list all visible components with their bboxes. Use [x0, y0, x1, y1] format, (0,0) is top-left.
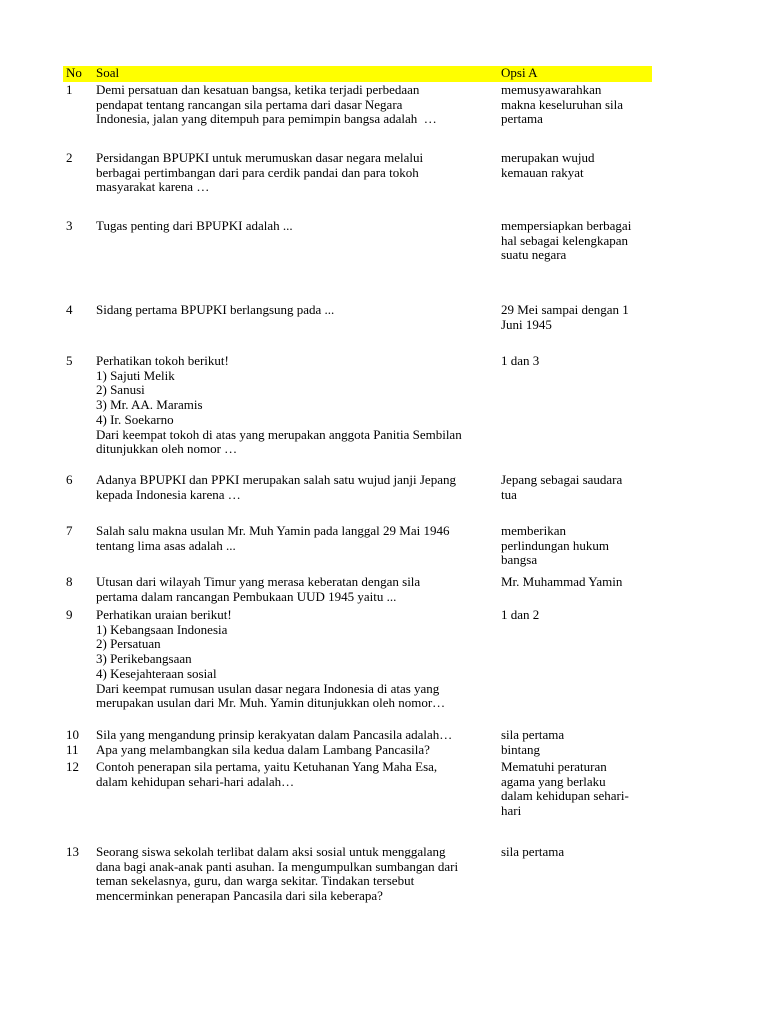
question-line: berbagai pertimbangan dari para cerdik pandai dan para tokoh: [96, 164, 419, 180]
option-a-line: Mr. Muhammad Yamin: [501, 574, 623, 589]
question-cell[interactable]: [96, 83, 501, 127]
question-line: dalam kehidupan sehari-hari adalah…: [96, 773, 295, 789]
option-a-line: perlindungan hukum: [501, 537, 609, 553]
option-a-cell[interactable]: [501, 303, 649, 332]
question-line: Indonesia, jalan yang ditempuh para pemimpin bangsa adalah …: [96, 111, 437, 127]
option-a-line: agama yang berlaku: [501, 773, 606, 789]
question-line: Adanya BPUPKI dan PPKI merupakan salah satu wujud janji Jepang: [96, 472, 456, 487]
option-a-line: hal sebagai kelengkapan: [501, 232, 629, 248]
question-line: Sidang pertama BPUPKI berlangsung pada ...: [96, 302, 335, 317]
option-a-cell[interactable]: [501, 151, 649, 180]
row-number-cell[interactable]: 12: [66, 759, 79, 774]
header-opsi-a[interactable]: Opsi A: [501, 65, 538, 80]
question-cell[interactable]: [96, 575, 501, 604]
question-line: pendapat tentang rancangan sila pertama dari dasar Negara: [96, 96, 403, 112]
option-a-cell[interactable]: [501, 473, 649, 502]
question-line: teman sekelasnya, guru, dan warga sekitar. Tindakan tersebut: [96, 873, 415, 889]
question-line: Tugas penting dari BPUPKI adalah ...: [96, 218, 293, 233]
question-cell[interactable]: [96, 303, 501, 318]
option-a-line: kemauan rakyat: [501, 164, 584, 180]
option-a-line: makna keseluruhan sila: [501, 96, 624, 112]
header-no[interactable]: No: [66, 65, 82, 80]
option-a-cell[interactable]: [501, 845, 649, 860]
question-line: pertama dalam rancangan Pembukaan UUD 1945 yaitu ...: [96, 588, 397, 604]
option-a-line: bintang: [501, 742, 540, 757]
question-cell[interactable]: [96, 354, 501, 457]
option-a-line: Jepang sebagai saudara: [501, 472, 623, 487]
option-a-cell[interactable]: [501, 219, 649, 263]
option-a-line: dalam kehidupan sehari-: [501, 788, 629, 804]
question-line: tentang lima asas adalah ...: [96, 537, 236, 553]
question-line: 1) Sajuti Melik: [96, 367, 175, 383]
question-line: 4) Ir. Soekarno: [96, 411, 174, 427]
option-a-line: merupakan wujud: [501, 150, 595, 165]
option-a-cell[interactable]: [501, 524, 649, 568]
option-a-cell[interactable]: [501, 575, 649, 590]
question-line: ditunjukkan oleh nomor …: [96, 441, 238, 457]
header-row: [63, 66, 652, 82]
option-a-cell[interactable]: [501, 743, 649, 758]
question-line: kepada Indonesia karena …: [96, 486, 241, 502]
question-cell[interactable]: [96, 760, 501, 789]
question-cell[interactable]: [96, 728, 501, 743]
option-a-line: suatu negara: [501, 247, 567, 263]
question-line: masyarakat karena …: [96, 179, 210, 195]
option-a-cell[interactable]: [501, 760, 649, 819]
row-number-cell[interactable]: 9: [66, 607, 73, 622]
option-a-cell[interactable]: [501, 608, 649, 623]
question-cell[interactable]: [96, 151, 501, 195]
option-a-cell[interactable]: [501, 728, 649, 743]
question-line: Demi persatuan dan kesatuan bangsa, ketika terjadi perbedaan: [96, 82, 420, 97]
option-a-line: hari: [501, 803, 522, 819]
row-number-cell[interactable]: 3: [66, 218, 73, 233]
option-a-line: 1 dan 2: [501, 607, 540, 622]
row-number-cell[interactable]: 2: [66, 150, 73, 165]
question-cell[interactable]: [96, 608, 501, 711]
option-a-line: tua: [501, 486, 517, 502]
question-line: Salah salu makna usulan Mr. Muh Yamin pada langgal 29 Mai 1946: [96, 523, 450, 538]
option-a-line: Mematuhi peraturan: [501, 759, 607, 774]
question-cell[interactable]: [96, 743, 501, 758]
question-line: Persidangan BPUPKI untuk merumuskan dasar negara melalui: [96, 150, 424, 165]
option-a-line: sila pertama: [501, 727, 565, 742]
row-number-cell[interactable]: 6: [66, 472, 73, 487]
question-line: 4) Kesejahteraan sosial: [96, 665, 217, 681]
question-line: Apa yang melambangkan sila kedua dalam Lambang Pancasila?: [96, 742, 430, 757]
question-line: mencerminkan penerapan Pancasila dari sila keberapa?: [96, 888, 383, 904]
question-line: Dari keempat rumusan usulan dasar negara Indonesia di atas yang: [96, 680, 440, 696]
row-number-cell[interactable]: 13: [66, 844, 79, 859]
question-line: Dari keempat tokoh di atas yang merupakan anggota Panitia Sembilan: [96, 426, 462, 442]
question-line: merupakan usulan dari Mr. Muh. Yamin ditunjukkan oleh nomor…: [96, 695, 446, 711]
option-a-line: 29 Mei sampai dengan 1: [501, 302, 629, 317]
row-number-cell[interactable]: 11: [66, 742, 79, 757]
option-a-line: bangsa: [501, 552, 538, 568]
question-line: Sila yang mengandung prinsip kerakyatan dalam Pancasila adalah…: [96, 727, 453, 742]
question-line: Contoh penerapan sila pertama, yaitu Ketuhanan Yang Maha Esa,: [96, 759, 438, 774]
row-number-cell[interactable]: 8: [66, 574, 73, 589]
option-a-line: memberikan: [501, 523, 566, 538]
header-soal[interactable]: Soal: [96, 65, 120, 80]
option-a-line: Juni 1945: [501, 316, 552, 332]
question-line: 2) Persatuan: [96, 636, 161, 652]
question-cell[interactable]: [96, 845, 501, 904]
option-a-cell[interactable]: [501, 354, 649, 369]
row-number-cell[interactable]: 4: [66, 302, 73, 317]
question-cell[interactable]: [96, 219, 501, 234]
question-line: 3) Mr. AA. Maramis: [96, 397, 203, 413]
question-line: 2) Sanusi: [96, 382, 145, 398]
row-number-cell[interactable]: 7: [66, 523, 73, 538]
option-a-cell[interactable]: [501, 83, 649, 127]
option-a-line: mempersiapkan berbagai: [501, 218, 632, 233]
question-cell[interactable]: [96, 473, 501, 502]
option-a-line: sila pertama: [501, 844, 565, 859]
option-a-line: pertama: [501, 111, 543, 127]
question-line: 3) Perikebangsaan: [96, 651, 192, 667]
row-number-cell[interactable]: 10: [66, 727, 79, 742]
row-number-cell[interactable]: 5: [66, 353, 73, 368]
question-line: Utusan dari wilayah Timur yang merasa keberatan dengan sila: [96, 574, 421, 589]
question-line: Perhatikan uraian berikut!: [96, 607, 232, 622]
question-line: 1) Kebangsaan Indonesia: [96, 621, 228, 637]
question-line: dana bagi anak-anak panti asuhan. Ia mengumpulkan sumbangan dari: [96, 858, 459, 874]
question-line: Seorang siswa sekolah terlibat dalam aksi sosial untuk menggalang: [96, 844, 446, 859]
option-a-line: memusyawarahkan: [501, 82, 602, 97]
option-a-line: 1 dan 3: [501, 353, 540, 368]
row-number-cell[interactable]: 1: [66, 82, 73, 97]
question-line: Perhatikan tokoh berikut!: [96, 353, 229, 368]
question-cell[interactable]: [96, 524, 501, 553]
